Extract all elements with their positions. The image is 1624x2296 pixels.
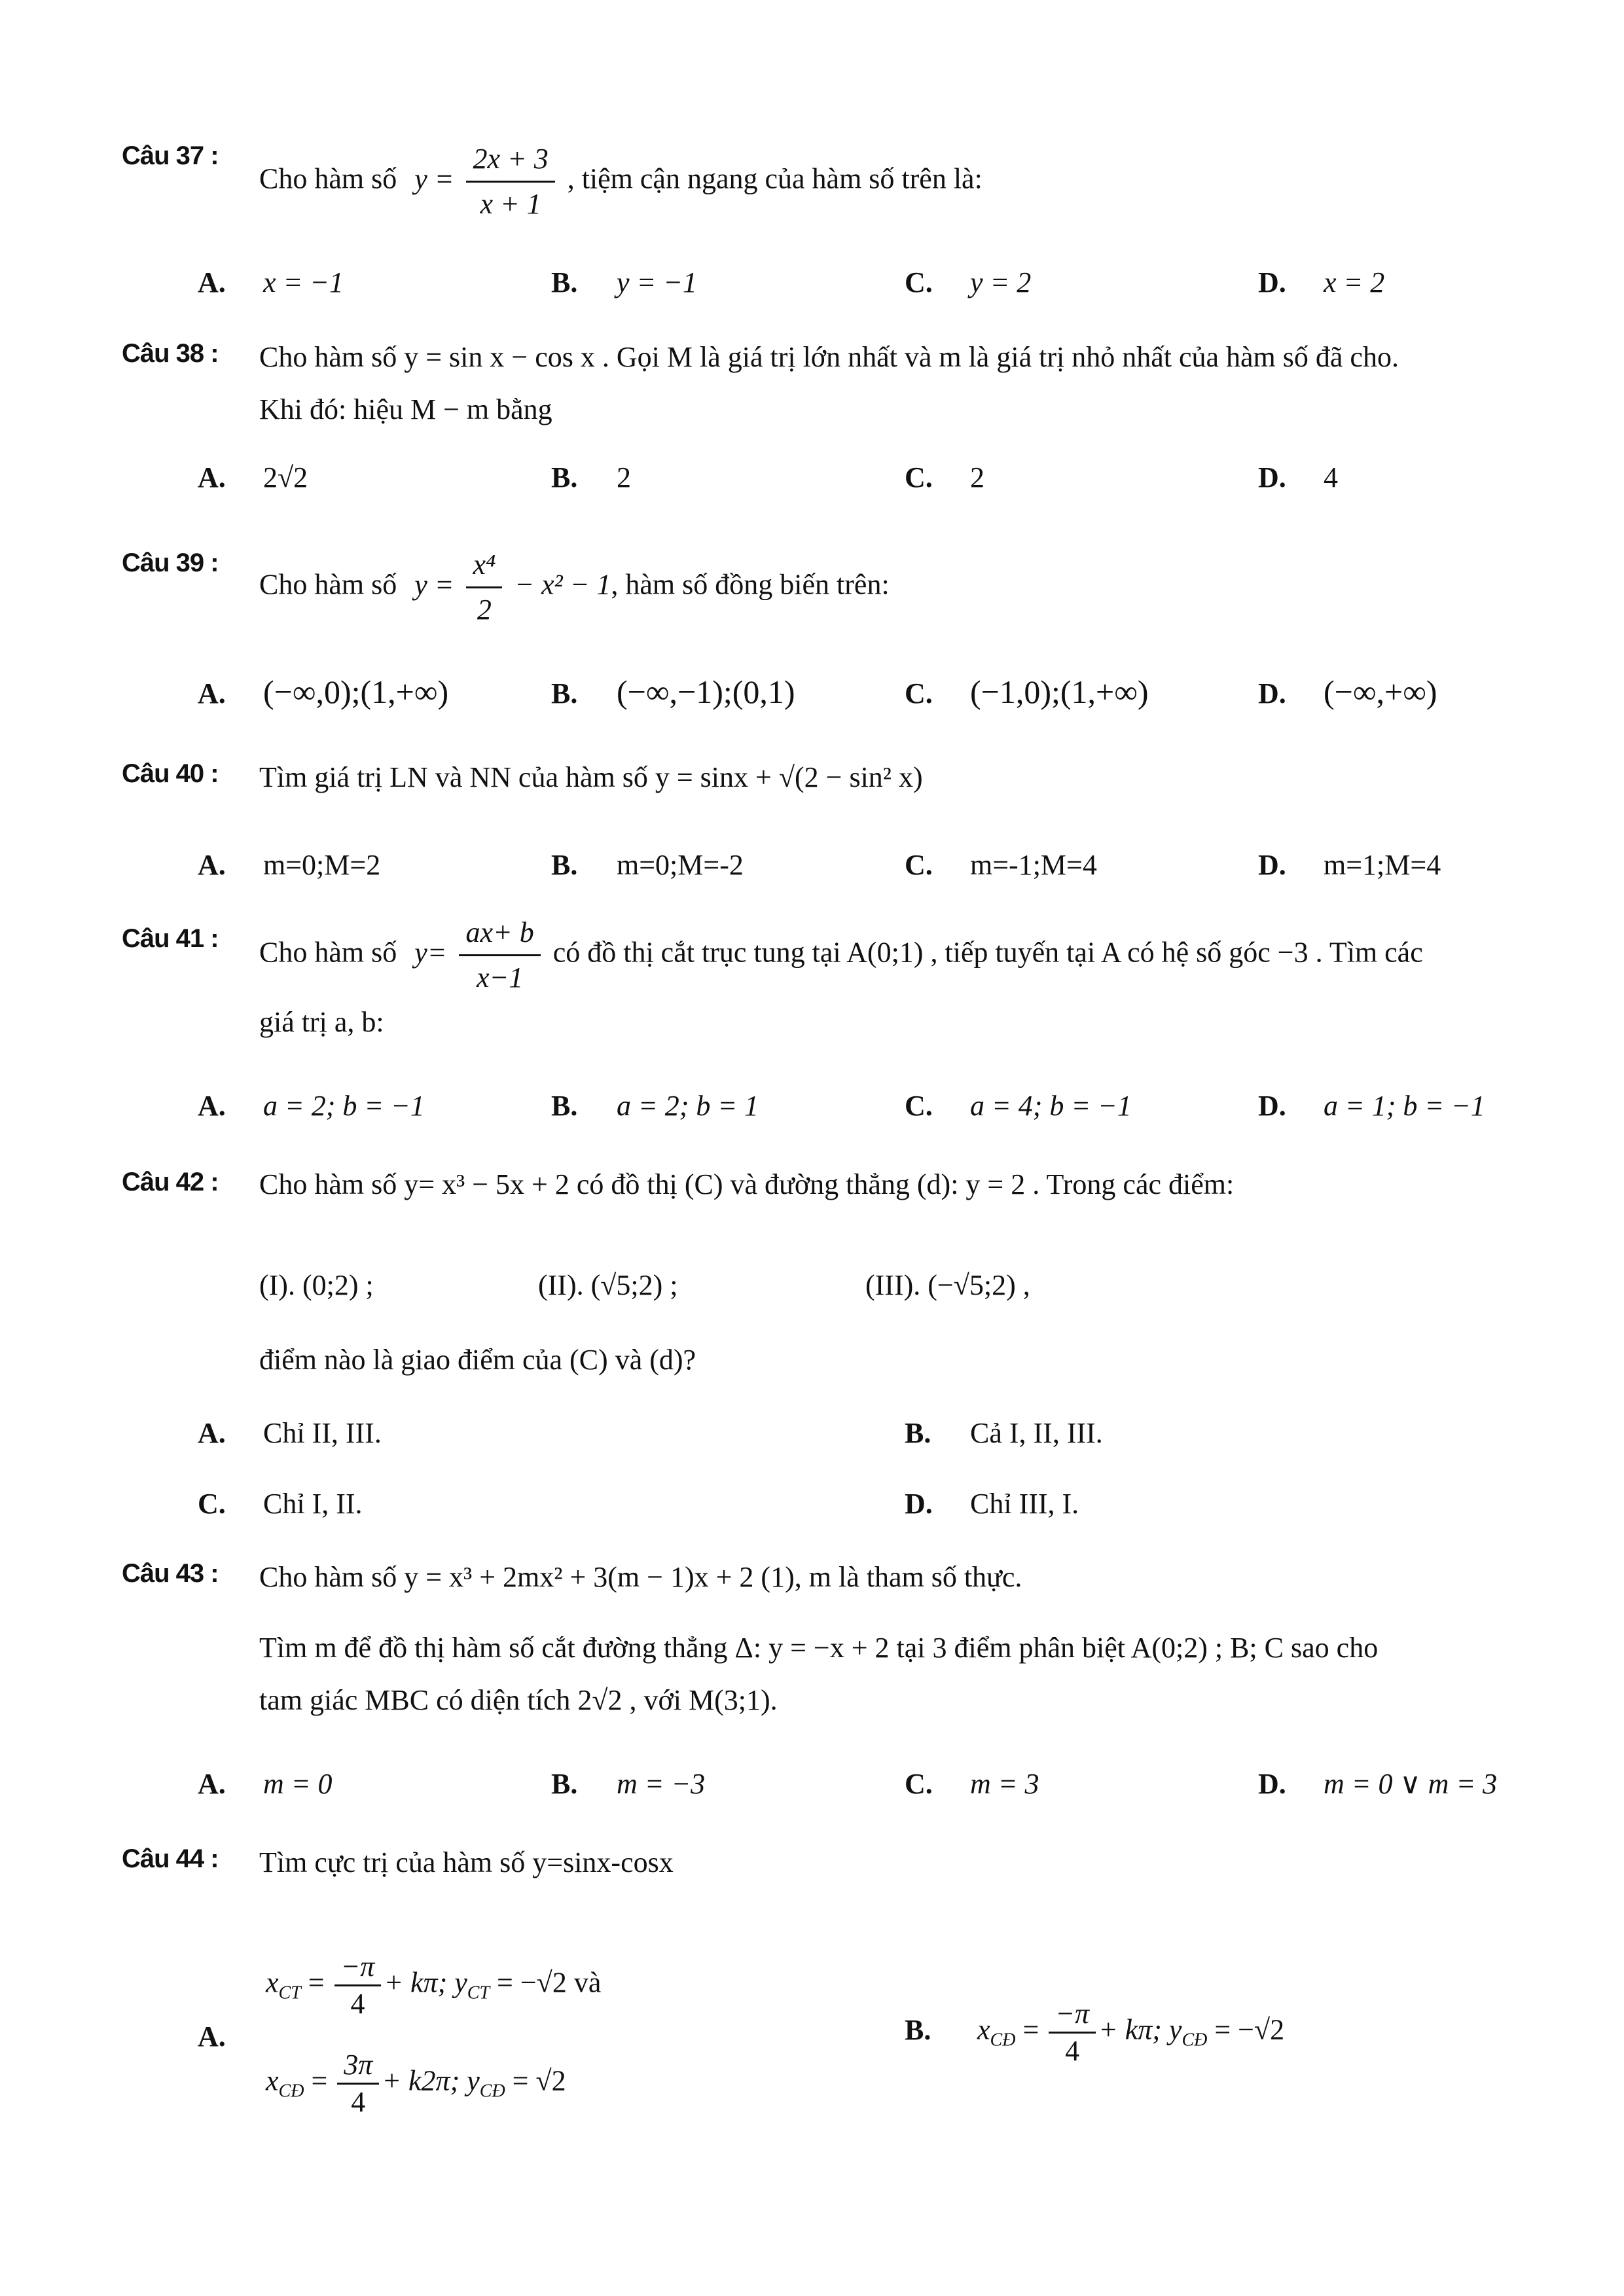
option-value: 4 [1324,461,1338,493]
question-label: Câu 38 : [122,339,219,368]
stem-line: giá trị a, b: [259,1006,384,1038]
question-stem [259,331,1585,436]
stem-text: Cho hàm số [259,936,397,969]
option-letter: B. [551,677,578,709]
fraction-numerator: 2x + 3 [466,137,554,183]
option-b[interactable] [551,1089,759,1122]
stem-line: Tìm cực trị của hàm số y=sinx-cosx [259,1846,674,1878]
question-stem [259,750,1585,805]
stem-text: Cho hàm số [259,568,397,601]
formula-lhs: y = [414,162,454,195]
option-letter: D. [1258,677,1286,709]
fraction [466,543,502,632]
math-var: x [266,2064,279,2097]
option-letter: D. [1258,1768,1286,1800]
stem-line: tam giác MBC có diện tích 2√2 , với M(3;1). [259,1684,778,1716]
math-var: x [977,2013,990,2046]
math-subscript: CT [278,1982,301,2003]
option-d[interactable] [1258,1089,1485,1122]
stem-line: Khi đó: hiệu M − m bằng [259,393,552,425]
option-b[interactable] [905,1996,1284,2069]
option-a[interactable] [198,673,448,711]
option-value: (−∞,−1);(0,1) [617,673,795,710]
option-letter: A. [198,1768,226,1800]
option-letter: B. [905,1417,931,1449]
math-subscript: CT [467,1982,490,2003]
question-label: Câu 41 : [122,924,219,953]
math-eq: = [1022,2013,1039,2046]
option-value: (−1,0);(1,+∞) [970,673,1149,710]
option-value: (−∞,+∞) [1324,673,1437,710]
math-subscript: CĐ [278,2081,304,2102]
question-label: Câu 40 : [122,759,219,788]
fraction-denominator: 2 [477,594,492,626]
option-value: Chỉ III, I. [970,1488,1079,1520]
fraction [466,137,554,226]
math-var: x [266,1966,279,1999]
option-c[interactable] [905,1089,1132,1122]
math-rest: + kπ; y [384,1966,467,1999]
option-c[interactable] [905,266,1031,299]
fraction [459,911,540,999]
fraction-numerator: ax+ b [459,911,540,956]
option-letter: B. [551,1090,578,1122]
fraction-denominator: 4 [350,1988,365,2020]
option-value: Chỉ II, III. [263,1417,382,1449]
option-value: x = 2 [1324,266,1385,298]
option-letter: A. [198,266,226,298]
option-letter: A. [198,677,226,709]
question-label: Câu 39 : [122,548,219,577]
point-iii: (III). (−√5;2) , [865,1269,1030,1301]
option-a[interactable] [198,1089,425,1122]
option-value: m=1;M=4 [1324,849,1441,881]
option-value: 2 [617,461,631,493]
option-value: m = 0 [263,1768,333,1800]
fraction [334,1949,382,2022]
option-letter: A. [198,461,226,493]
option-letter: C. [905,266,933,298]
option-letter: D. [1258,266,1286,298]
fraction-numerator: −π [1049,1996,1096,2034]
fraction-denominator: x + 1 [480,188,541,220]
option-letter: C. [905,1768,933,1800]
fraction-numerator: 3π [337,2047,379,2085]
stem-text: có đồ thị cắt trục tung tại A(0;1) , tiếp tuyến tại A có hệ số góc −3 . Tìm các [552,936,1423,969]
option-value: 2 [970,461,984,493]
option-b[interactable] [551,673,795,711]
question-label: Câu 37 : [122,141,219,170]
question-label: Câu 42 : [122,1168,219,1196]
option-value: y = −1 [617,266,697,298]
question-stem [259,1157,1585,1212]
question-stem [259,911,1585,1045]
option-d[interactable] [905,1487,1079,1520]
option-a[interactable] [198,848,380,882]
option-value: m=0;M=2 [263,849,381,881]
option-a[interactable] [198,461,308,494]
option-letter: B. [551,266,578,298]
question-stem [259,1835,1585,1890]
option-b[interactable] [551,1767,705,1801]
fraction-numerator: x⁴ [466,543,502,588]
math-subscript: CĐ [1182,2030,1208,2051]
option-c[interactable] [905,461,984,494]
point-i: (I). (0;2) ; [259,1269,374,1301]
math-eq: = [311,2064,328,2097]
option-a[interactable] [198,1949,787,2145]
option-value: m=0;M=-2 [617,849,744,881]
option-d[interactable] [1258,266,1384,299]
math-subscript: CĐ [990,2030,1016,2051]
option-letter: C. [905,461,933,493]
option-d[interactable] [1258,1767,1497,1801]
option-c[interactable] [905,673,1149,711]
option-letter: C. [905,849,933,881]
option-a[interactable] [198,1767,332,1801]
option-c[interactable] [905,848,1097,882]
option-b[interactable] [551,848,744,882]
option-b[interactable] [905,1416,1103,1450]
option-value: y = 2 [970,266,1032,298]
option-value: m=-1;M=4 [970,849,1097,881]
option-d[interactable] [1258,673,1437,711]
stem-text: , tiệm cận ngang của hàm số trên là: [567,162,983,195]
point-ii: (II). (√5;2) ; [538,1269,678,1301]
option-letter: B. [905,2013,931,2046]
option-letter: D. [1258,849,1286,881]
option-value: a = 2; b = −1 [263,1090,425,1122]
math-rest: + kπ; y [1098,2013,1182,2046]
fraction-denominator: x−1 [476,961,524,994]
stem-text: Cho hàm số [259,162,397,195]
option-c[interactable] [905,1767,1039,1801]
option-d[interactable] [1258,848,1441,882]
option-c[interactable] [198,1487,363,1520]
stem-line: Tìm giá trị LN và NN của hàm số y = sinx + √(2 − sin² x) [259,761,923,793]
formula-lhs: y = [414,568,454,601]
option-letter: B. [551,1768,578,1800]
formula-lhs: y= [414,936,447,969]
math-subscript: CĐ [479,2081,505,2102]
option-value: Chỉ I, II. [263,1488,363,1520]
option-value: m = 3 [970,1768,1039,1800]
option-value: a = 1; b = −1 [1324,1090,1485,1122]
question-label: Câu 44 : [122,1844,219,1873]
option-b[interactable] [551,266,697,299]
option-value: a = 2; b = 1 [617,1090,759,1122]
option-letter: D. [905,1488,933,1520]
math-end: = √2 [512,2064,566,2097]
math-end: = −√2 và [497,1966,602,1999]
option-a-line-1 [266,1949,601,2022]
option-letter: C. [198,1488,226,1520]
option-value: x = −1 [263,266,344,298]
stem-line: Tìm m để đồ thị hàm số cắt đường thẳng Δ: y = −x + 2 tại 3 điểm phân biệt A(0;2) ; B; C sao cho [259,1632,1379,1664]
math-rest: + k2π; y [382,2064,480,2097]
option-value: m = 0 ∨ m = 3 [1324,1768,1498,1800]
option-letter: C. [905,677,933,709]
fraction [337,2047,379,2120]
option-value: (−∞,0);(1,+∞) [263,673,449,710]
option-letter: B. [551,849,578,881]
fraction-denominator: 4 [351,2086,366,2118]
option-letter: A. [198,1090,226,1122]
stem-line: Cho hàm số y = sin x − cos x . Gọi M là giá trị lớn nhất và m là giá trị nhỏ nhất của hàm số đã cho. [259,341,1399,373]
question-stem [259,543,1585,632]
fraction-numerator: −π [334,1949,382,1986]
question-stem [259,137,1585,226]
option-value: Cả I, II, III. [970,1417,1103,1449]
stem-line: Cho hàm số y = x³ + 2mx² + 3(m − 1)x + 2 (1), m là tham số thực. [259,1561,1022,1593]
question-label: Câu 43 : [122,1559,219,1588]
question-stem [259,1551,1585,1727]
option-value: 2√2 [263,461,308,493]
option-value: a = 4; b = −1 [970,1090,1132,1122]
stem-line: điểm nào là giao điểm của (C) và (d)? [259,1344,696,1376]
option-letter: D. [1258,461,1286,493]
option-a[interactable] [198,1416,382,1450]
option-b[interactable] [551,461,631,494]
stem-text: , hàm số đồng biến trên: [611,568,890,601]
option-letter: D. [1258,1090,1286,1122]
option-letter: A. [198,1417,226,1449]
math-eq: = [308,1966,325,1999]
option-letter: B. [551,461,578,493]
option-letter: A. [198,2020,226,2053]
fraction [1049,1996,1096,2069]
option-letter: A. [198,849,226,881]
stem-line: Cho hàm số y= x³ − 5x + 2 có đồ thị (C) và đường thẳng (d): y = 2 . Trong các điểm: [259,1168,1235,1200]
option-a-line-2 [266,2047,566,2120]
option-letter: C. [905,1090,933,1122]
fraction-denominator: 4 [1065,2035,1080,2067]
option-d[interactable] [1258,461,1338,494]
math-end: = −√2 [1214,2013,1285,2046]
formula-rest: − x² − 1 [514,568,611,601]
option-a[interactable] [198,266,344,299]
option-value: m = −3 [617,1768,706,1800]
